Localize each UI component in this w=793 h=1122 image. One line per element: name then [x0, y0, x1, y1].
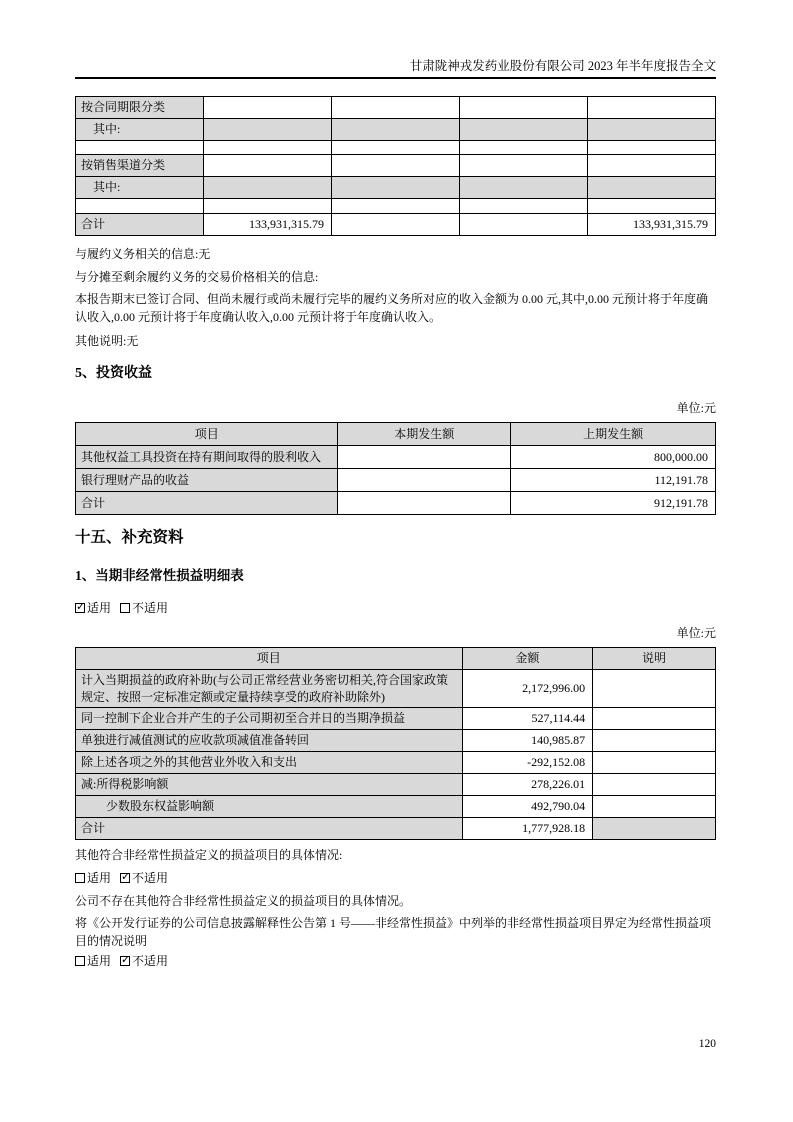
table-row [76, 199, 716, 214]
no-other-items-note: 公司不存在其他符合非经常性损益定义的损益项目的具体情况。 [75, 894, 412, 908]
cell [338, 492, 511, 515]
checkbox-unchecked-icon [75, 873, 85, 883]
item-cell: 计入当期损益的政府补助(与公司正常经营业务密切相关,符合国家政策规定、按照一定标准定额或定量持续享受的政府补助除外) [76, 670, 463, 708]
cell [588, 199, 716, 214]
amount-cell: 2,172,996.00 [462, 670, 593, 708]
row-label-cell: 其中: [76, 177, 204, 199]
header-row [76, 648, 716, 670]
table-row [76, 446, 716, 469]
section-title-investment-income: 5、投资收益 [75, 366, 152, 381]
checkbox-unchecked-icon [120, 603, 130, 613]
note-cell [593, 752, 716, 774]
cell [204, 199, 332, 214]
check-icon: ✓ [121, 870, 131, 883]
checkbox-label: 不适用 [132, 871, 169, 885]
cell [588, 97, 716, 119]
amount-cell: 140,985.87 [462, 730, 593, 752]
section-title-supplementary: 十五、补充资料 [75, 529, 184, 546]
cell [76, 199, 204, 214]
note-cell [593, 796, 716, 818]
applicable-checkbox-group [75, 600, 716, 616]
cell [588, 119, 716, 141]
row-label-cell: 其中: [76, 119, 204, 141]
total-amount-cell: 133,931,315.79 [588, 214, 716, 236]
item-cell: 同一控制下企业合并产生的子公司期初至合并日的当期净损益 [76, 708, 463, 730]
item-cell: 银行理财产品的收益 [76, 469, 338, 492]
column-header: 本期发生额 [338, 423, 511, 446]
checkbox-checked-icon [75, 600, 86, 613]
cell [460, 177, 588, 199]
checkbox-label: 适用 [87, 954, 112, 968]
column-header: 上期发生额 [511, 423, 716, 446]
checkbox-unchecked-icon [75, 956, 85, 966]
note-cell [593, 818, 716, 840]
cell [204, 119, 332, 141]
amount-cell: -292,152.08 [462, 752, 593, 774]
table-row [76, 177, 716, 199]
applicable-checkbox-group [75, 870, 716, 886]
item-cell: 减:所得税影响额 [76, 774, 463, 796]
obligation-note: 与分摊至剩余履约义务的交易价格相关的信息: [75, 270, 319, 284]
other-items-note: 其他符合非经常性损益定义的损益项目的具体情况: [75, 848, 343, 862]
cell [332, 119, 460, 141]
total-amount-cell: 133,931,315.79 [204, 214, 332, 236]
investment-income-table [75, 422, 716, 515]
cell [588, 155, 716, 177]
cell [332, 214, 460, 236]
cell [338, 446, 511, 469]
item-cell: 合计 [76, 818, 463, 840]
amount-cell: 912,191.78 [511, 492, 716, 515]
checkbox-checked-icon [120, 870, 131, 883]
cell [332, 97, 460, 119]
item-cell: 单独进行减值测试的应收款项减值准备转回 [76, 730, 463, 752]
cell [332, 141, 460, 155]
table-row [76, 141, 716, 155]
total-row [76, 214, 716, 236]
table-row [76, 774, 716, 796]
page-content [75, 0, 716, 969]
table-row [76, 97, 716, 119]
cell [204, 97, 332, 119]
amount-cell: 492,790.04 [462, 796, 593, 818]
obligation-note: 与履约义务相关的信息:无 [75, 247, 211, 261]
checkbox-label: 适用 [87, 871, 112, 885]
amount-cell: 527,114.44 [462, 708, 593, 730]
cell [460, 199, 588, 214]
cell [460, 214, 588, 236]
amount-cell: 800,000.00 [511, 446, 716, 469]
unit-label: 单位:元 [676, 401, 716, 415]
item-cell: 少数股东权益影响额 [76, 796, 463, 818]
table-row [76, 469, 716, 492]
cell [332, 155, 460, 177]
page-number: 120 [698, 1038, 716, 1050]
contract-classification-table [75, 96, 716, 236]
cell [460, 155, 588, 177]
cell [76, 141, 204, 155]
checkbox-label: 不适用 [132, 954, 169, 968]
column-header: 项目 [76, 423, 338, 446]
amount-cell: 278,226.01 [462, 774, 593, 796]
table-row [76, 119, 716, 141]
table-row [76, 796, 716, 818]
other-note: 其他说明:无 [75, 334, 139, 348]
column-header: 金额 [462, 648, 593, 670]
amount-cell: 1,777,928.18 [462, 818, 593, 840]
announcement-note: 将《公开发行证券的公司信息披露解释性公告第 1 号——非经常性损益》中列举的非经常性损益项目界定为经常性损益项目的情况说明 [75, 916, 712, 948]
cell [460, 119, 588, 141]
cell [332, 177, 460, 199]
cell [204, 141, 332, 155]
cell [588, 141, 716, 155]
cell [332, 199, 460, 214]
checkbox-label: 不适用 [132, 601, 169, 615]
applicable-checkbox-group [75, 953, 716, 969]
cell [204, 155, 332, 177]
amount-cell: 112,191.78 [511, 469, 716, 492]
unit-label: 单位:元 [676, 626, 716, 640]
check-icon: ✓ [121, 953, 131, 966]
note-cell [593, 774, 716, 796]
item-cell: 除上述各项之外的其他营业外收入和支出 [76, 752, 463, 774]
column-header: 项目 [76, 648, 463, 670]
cell [204, 177, 332, 199]
table-row [76, 708, 716, 730]
cell [460, 141, 588, 155]
total-row [76, 818, 716, 840]
note-cell [593, 670, 716, 708]
row-label-cell: 合计 [76, 214, 204, 236]
nonrecurring-items-table [75, 647, 716, 840]
obligation-note: 本报告期末已签订合同、但尚未履行或尚未履行完毕的履约义务所对应的收入金额为 0.00 元,其中,0.00 元预计将于年度确认收入,0.00 元预计将于年度确认收入,0.00 元预计将于年度确认收入。 [75, 292, 709, 324]
report-header-title: 甘肃陇神戎发药业股份有限公司 2023 年半年度报告全文 [75, 0, 716, 79]
cell [338, 469, 511, 492]
check-icon: ✓ [76, 600, 86, 613]
header-row [76, 423, 716, 446]
checkbox-label: 适用 [87, 601, 112, 615]
note-cell [593, 730, 716, 752]
total-row [76, 492, 716, 515]
table-row [76, 752, 716, 774]
table-row [76, 730, 716, 752]
item-cell: 合计 [76, 492, 338, 515]
note-cell [593, 708, 716, 730]
column-header: 说明 [593, 648, 716, 670]
table-row [76, 155, 716, 177]
subsection-title-nonrecurring: 1、当期非经常性损益明细表 [75, 568, 244, 583]
row-label-cell: 按合同期限分类 [76, 97, 204, 119]
checkbox-checked-icon [120, 953, 131, 966]
table-row [76, 670, 716, 708]
cell [460, 97, 588, 119]
row-label-cell: 按销售渠道分类 [76, 155, 204, 177]
cell [588, 177, 716, 199]
item-cell: 其他权益工具投资在持有期间取得的股利收入 [76, 446, 338, 469]
